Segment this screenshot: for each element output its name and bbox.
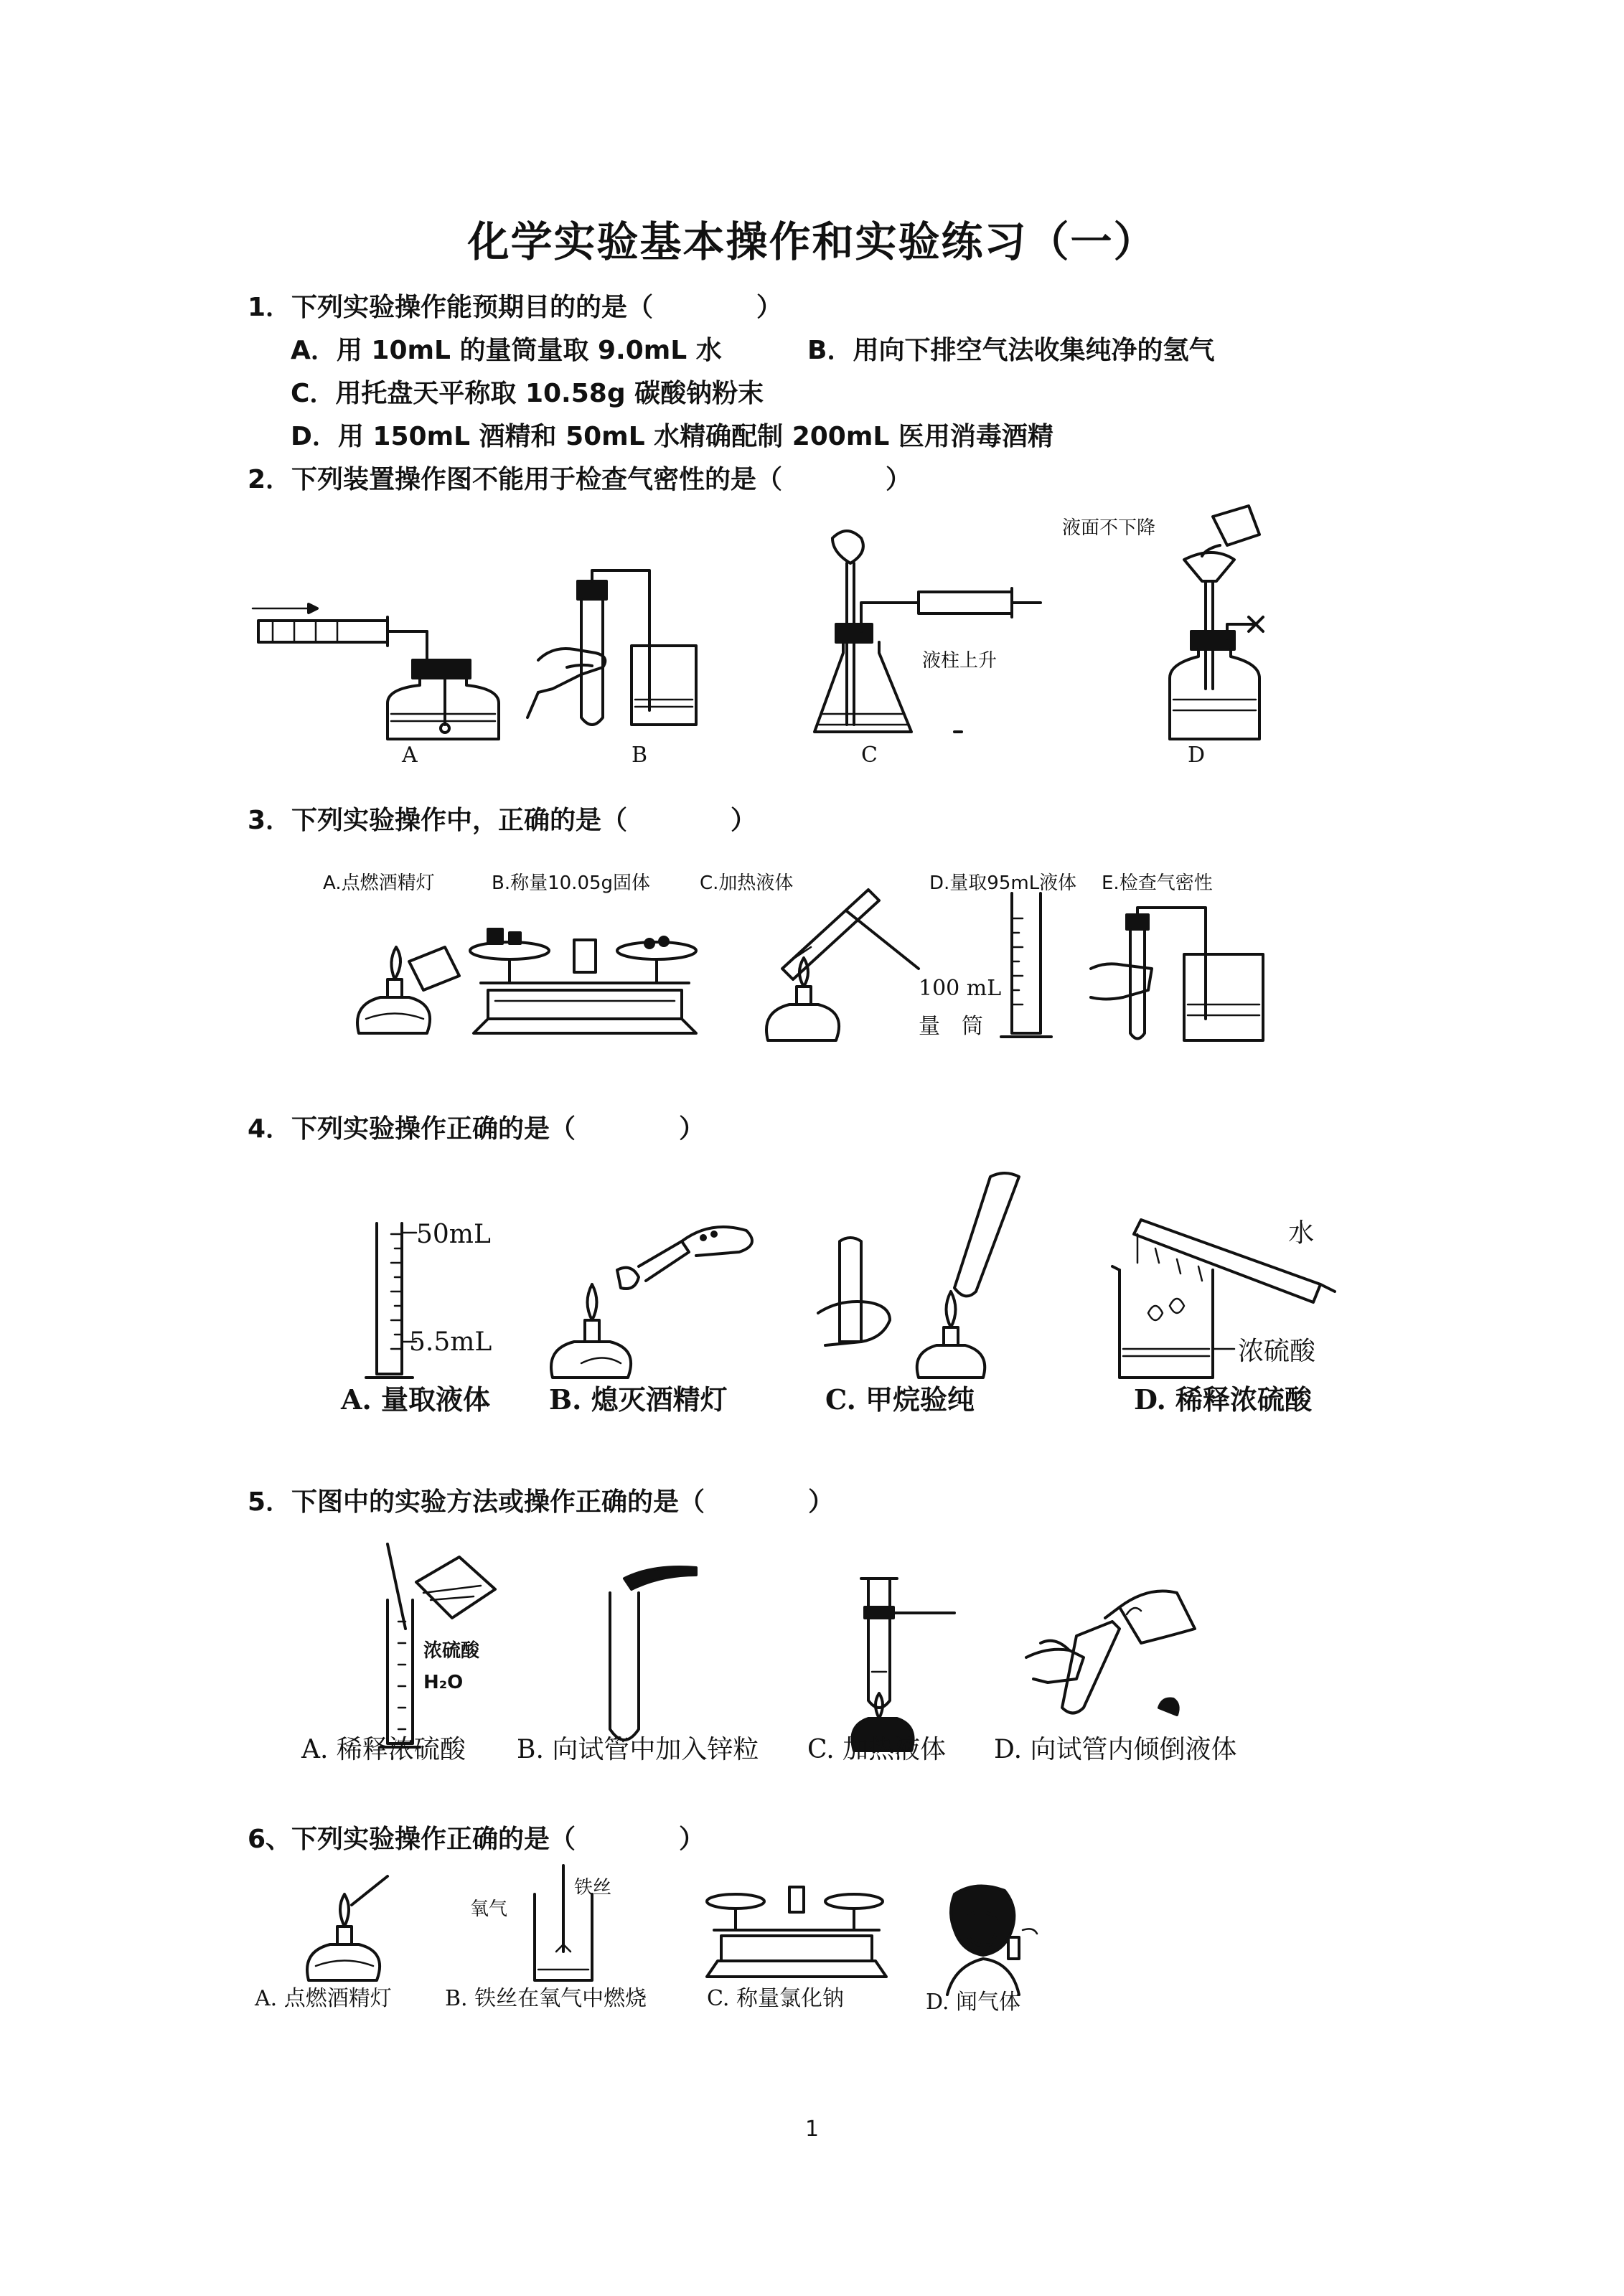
q4-caption-d: D. 稀释浓硫酸 (1134, 1383, 1313, 1416)
q6-figure-a-lamp (294, 1873, 402, 1987)
q5-acid-label: 浓硫酸 (423, 1640, 480, 1662)
q2-label-a: A (402, 743, 418, 768)
q6-caption-a: A. 点燃酒精灯 (255, 1986, 392, 2011)
q3-figure-b-balance (466, 926, 703, 1048)
q2-figure-a (251, 588, 553, 746)
page-title: 化学实验基本操作和实验练习（一） (467, 217, 1157, 266)
q4-figure-c-test (811, 1170, 1041, 1385)
q5-caption-c: C. 加热液体 (807, 1735, 947, 1764)
q4-figure-a-cylinder (359, 1220, 423, 1385)
q3-caption-e: E.检查气密性 (1102, 872, 1213, 894)
question-1-option-b: B．用向下排空气法收集纯净的氢气 (807, 336, 1215, 365)
question-1-option-c: C．用托盘天平称取 10.58g 碳酸钠粉末 (291, 379, 764, 408)
question-1-option-d: D．用 150mL 酒精和 50mL 水精确配制 200mL 医用消毒酒精 (291, 422, 1053, 451)
q6-caption-c: C. 称量氯化钠 (707, 1986, 844, 2011)
q2-figure-c (811, 524, 1069, 739)
q4-figure-b-lamp (538, 1213, 768, 1385)
q4-caption-c: C. 甲烷验纯 (825, 1383, 975, 1416)
q4-mark-50ml: 50mL (416, 1220, 491, 1249)
q4-mark-5-5ml: 5.5mL (409, 1327, 492, 1357)
q4-caption-b: B. 熄灭酒精灯 (549, 1383, 728, 1416)
q2-note-c: 液柱上升 (922, 650, 998, 672)
q3-figure-d-cylinder (983, 890, 1069, 1048)
q3-cylinder-volume: 100 mL (919, 976, 1002, 1001)
q2-label-d: D (1188, 743, 1206, 768)
q5-figure-b-testtube (596, 1557, 710, 1751)
question-1-option-a: A．用 10mL 的量筒量取 9.0mL 水 (291, 336, 722, 365)
q5-caption-b: B. 向试管中加入锌粒 (517, 1735, 759, 1764)
q2-note-d: 液面不下降 (1062, 517, 1156, 539)
q3-figure-e-airtight (1084, 911, 1277, 1048)
question-1-stem: 1．下列实验操作能预期目的的是（ ） (248, 293, 783, 322)
q4-water-label: 水 (1288, 1218, 1315, 1248)
q4-caption-a: A. 量取液体 (341, 1383, 490, 1416)
q6-label-oxygen: 氧气 (470, 1899, 508, 1920)
q5-figure-d-pour (1026, 1578, 1220, 1744)
q5-water-label: H₂O (423, 1672, 464, 1693)
question-4-stem: 4．下列实验操作正确的是（ ） (248, 1114, 705, 1144)
q3-caption-d: D.量取95mL液体 (929, 872, 1077, 894)
q5-caption-a: A. 稀释浓硫酸 (301, 1735, 466, 1764)
q2-label-c: C (861, 743, 878, 768)
q3-caption-b: B.称量10.05g固体 (492, 872, 651, 894)
q4-acid-label: 浓硫酸 (1238, 1337, 1316, 1366)
question-2-stem: 2．下列装置操作图不能用于检查气密性的是（ ） (248, 465, 912, 494)
q2-figure-b (524, 567, 739, 732)
question-6-stem: 6、下列实验操作正确的是（ ） (248, 1825, 705, 1854)
q3-caption-c: C.加热液体 (700, 872, 794, 894)
q6-figure-c-balance (703, 1880, 890, 1987)
q6-label-iron-wire: 铁丝 (574, 1877, 612, 1899)
q3-caption-a: A.点燃酒精灯 (323, 872, 435, 894)
question-5-stem: 5．下图中的实验方法或操作正确的是（ ） (248, 1487, 835, 1517)
q3-cylinder-name: 量 筒 (919, 1014, 983, 1039)
q3-figure-c-heating (746, 883, 933, 1048)
q3-figure-a-lamp (344, 933, 466, 1040)
q2-figure-d (1134, 502, 1292, 761)
q6-caption-b: B. 铁丝在氧气中燃烧 (445, 1986, 647, 2011)
q6-caption-d: D. 闻气体 (926, 1990, 1021, 2015)
q5-caption-d: D. 向试管内倾倒液体 (994, 1735, 1237, 1764)
q5-figure-c-heating (840, 1564, 969, 1751)
page-number: 1 (804, 2117, 820, 2142)
q2-label-b: B (632, 743, 648, 768)
question-3-stem: 3．下列实验操作中，正确的是（ ） (248, 806, 757, 835)
